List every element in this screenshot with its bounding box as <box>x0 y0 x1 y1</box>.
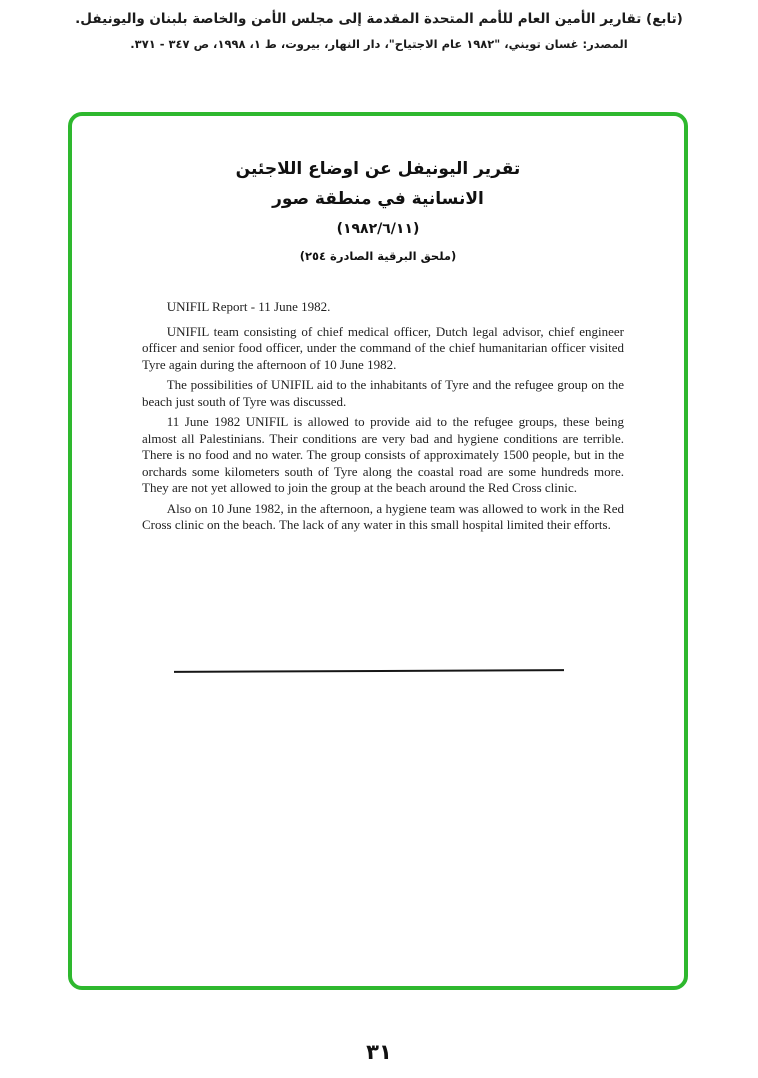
report-title-line-2: الانسانية في منطقة صور <box>272 189 484 209</box>
report-title-date: (١٩٨٢/٦/١١) <box>336 221 420 237</box>
report-paragraph-2: The possibilities of UNIFIL aid to the inhabitants of Tyre and the refugee group on the beach just south of Tyre was discussed. <box>142 377 624 409</box>
report-box <box>68 112 688 990</box>
header-title-line: (تابع) تقارير الأمين العام للأمم المتحدة المقدمة إلى مجلس الأمن والخاصة بلبنان واليونيفل. <box>75 11 683 27</box>
header-source-line: المصدر: غسان تويني، "١٩٨٢ عام الاجتياح"، دار النهار، بيروت، ط ١، ١٩٩٨، ص ٣٤٧ - ٣٧١. <box>130 37 628 51</box>
page-number: ٣١ <box>366 1040 392 1064</box>
page-header <box>0 0 758 51</box>
report-heading: UNIFIL Report - 11 June 1982. <box>166 299 331 314</box>
report-title-block <box>72 154 684 265</box>
report-paragraph-4: Also on 10 June 1982, in the afternoon, a hygiene team was allowed to work in the Red Cross clinic on the beach. The lack of any water in this small hospital limited their efforts. <box>142 500 624 532</box>
report-title-annex: (ملحق البرقية الصادرة ٢٥٤) <box>299 249 457 263</box>
report-paragraph-3: 11 June 1982 UNIFIL is allowed to provide aid to the refugee groups, these being almost all Palestinians. Their conditions are very bad and hygiene conditions are terrible. There is no food and no water. The group consists of approximately 1500 people, but in the orchards some kilometers south of Tyre along the coastal road are some hundreds more. They are not yet allowed to join the group at the beach around the Red Cross clinic. <box>142 414 624 495</box>
report-title-line-1: تقرير اليونيفل عن اوضاع اللاجئين <box>235 159 521 179</box>
report-paragraph-1: UNIFIL team consisting of chief medical officer, Dutch legal advisor, chief engineer officer and senior food officer, under the command of the chief humanitarian officer visited Tyre again during the afternoon of 10 June 1982. <box>142 323 624 372</box>
signature-line <box>174 669 564 673</box>
report-body <box>142 299 624 534</box>
